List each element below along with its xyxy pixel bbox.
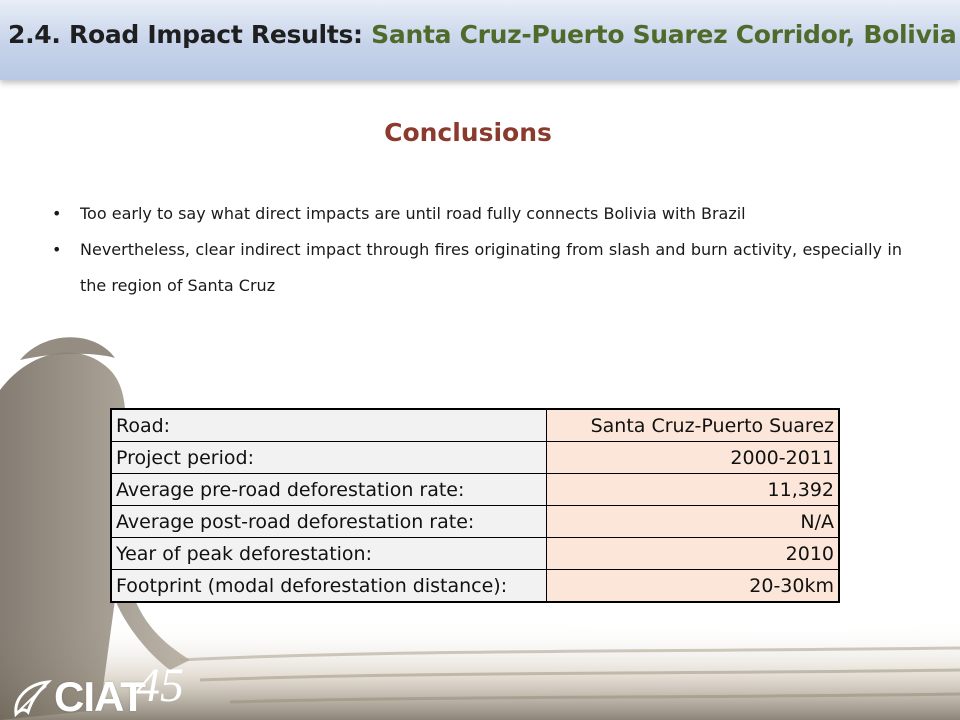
row-value: 2000-2011 (547, 442, 840, 474)
row-label: Road: (111, 409, 547, 442)
table-row (111, 570, 839, 603)
row-value: 2010 (547, 538, 840, 570)
row-value: 11,392 (547, 474, 840, 506)
title-bar (0, 0, 960, 80)
slide-title (8, 20, 956, 49)
conclusions-heading: Conclusions (384, 118, 552, 147)
row-value: N/A (547, 506, 840, 538)
table-row (111, 409, 839, 442)
row-value: Santa Cruz-Puerto Suarez (547, 409, 840, 442)
table-row (111, 442, 839, 474)
conclusions-list (50, 196, 902, 304)
title-prefix: 2.4. Road Impact Results: (8, 20, 372, 49)
row-value: 20-30km (547, 570, 840, 603)
row-label: Average post-road deforestation rate: (111, 506, 547, 538)
road-summary-table (110, 408, 840, 603)
table-row (111, 538, 839, 570)
row-label: Year of peak deforestation: (111, 538, 547, 570)
title-accent: Santa Cruz-Puerto Suarez Corridor, Bolivia (371, 20, 957, 49)
row-label: Footprint (modal deforestation distance): (111, 570, 547, 603)
row-label: Average pre-road deforestation rate: (111, 474, 547, 506)
logo-number: 45 (136, 659, 184, 712)
table-row (111, 506, 839, 538)
leaf-logo-icon (10, 676, 54, 720)
row-label: Project period: (111, 442, 547, 474)
table-row (111, 474, 839, 506)
ciat-logo (10, 660, 200, 720)
logo-text: CIAT (54, 673, 145, 720)
bullet-item: • Too early to say what direct impacts are until road fully connects Bolivia with Brazil (50, 196, 902, 232)
bullet-item: • Nevertheless, clear indirect impact through fires originating from slash and burn activity, especially in the region of Santa Cruz (50, 232, 902, 304)
